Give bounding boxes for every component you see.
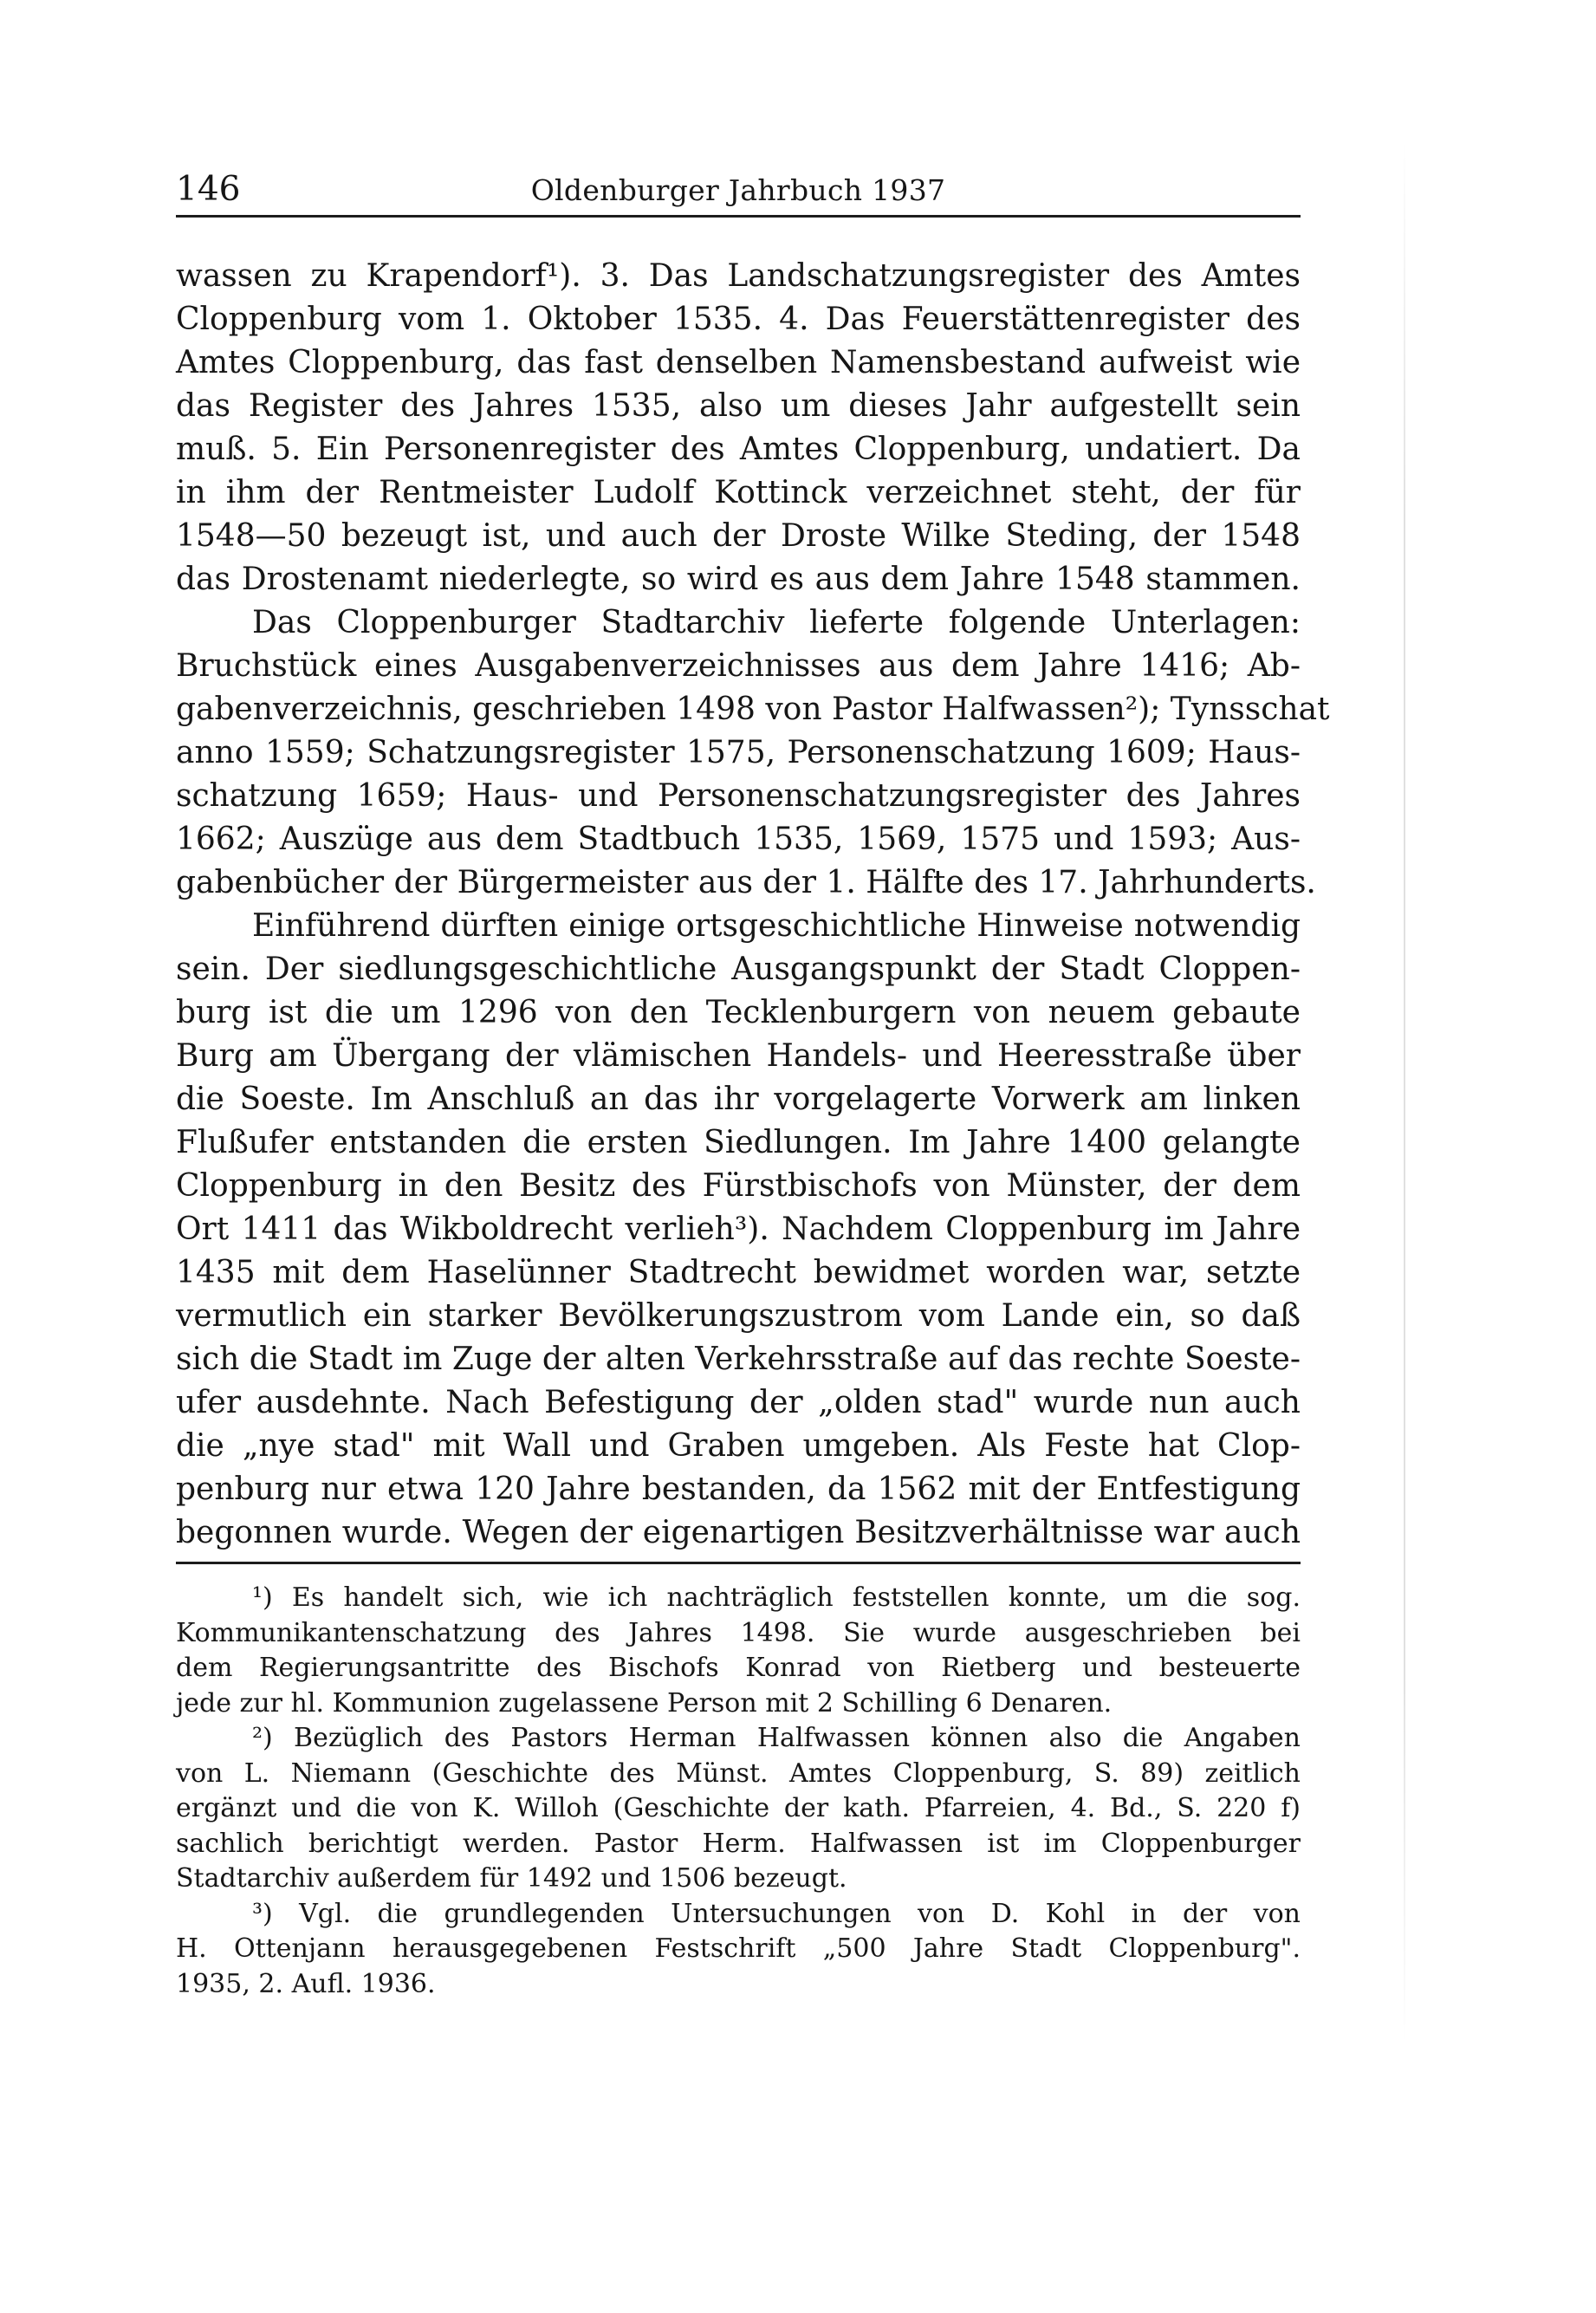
- page-edge-shadow: [1404, 139, 1405, 2045]
- body-line: 1435 mit dem Haselünner Stadtrecht bewidmet worden war, setzte: [176, 1255, 1301, 1290]
- body-line: Cloppenburg vom 1. Oktober 1535. 4. Das Feuerstättenregister des: [176, 302, 1301, 337]
- body-line: das Register des Jahres 1535, also um dieses Jahr aufgestellt sein: [176, 388, 1301, 424]
- paragraph-3: [176, 905, 1301, 1555]
- body-line: Burg am Übergang der vlämischen Handels- und Heeresstraße über: [176, 1038, 1301, 1074]
- footnote-line: ²) Bezüglich des Pastors Herman Halfwassen können also die Angaben: [252, 1723, 1301, 1753]
- body-line: 1662; Auszüge aus dem Stadtbuch 1535, 1569, 1575 und 1593; Aus-: [176, 822, 1301, 857]
- body-line: sein. Der siedlungsgeschichtliche Ausgangspunkt der Stadt Cloppen-: [176, 952, 1301, 987]
- body-line: in ihm der Rentmeister Ludolf Kottinck verzeichnet steht, der für: [176, 475, 1301, 510]
- body-line: Cloppenburg in den Besitz des Fürstbischofs von Münster, der dem: [176, 1168, 1301, 1204]
- footnote-1: [176, 1581, 1301, 1721]
- footnote-line: H. Ottenjann herausgegebenen Festschrift „500 Jahre Stadt Cloppenburg".: [176, 1933, 1301, 1964]
- running-head: Oldenburger Jahrbuch 1937: [530, 173, 946, 207]
- body-line: das Drostenamt niederlegte, so wird es aus dem Jahre 1548 stammen.: [176, 562, 1301, 597]
- page-number: 146: [176, 170, 241, 209]
- footnote-2: [176, 1721, 1301, 1897]
- footnotes: [176, 1581, 1301, 2002]
- footnote-line: ¹) Es handelt sich, wie ich nachträglich feststellen konnte, um die sog.: [252, 1582, 1301, 1613]
- body-line: gabenbücher der Bürgermeister aus der 1. Hälfte des 17. Jahrhunderts.: [176, 865, 1316, 900]
- body-line: sich die Stadt im Zuge der alten Verkehrsstraße auf das rechte Soeste-: [176, 1342, 1301, 1377]
- body-line: wassen zu Krapendorf¹). 3. Das Landschatzungsregister des Amtes: [176, 258, 1301, 294]
- body-line: Bruchstück eines Ausgabenverzeichnisses aus dem Jahre 1416; Ab-: [176, 648, 1301, 684]
- footnote-line: Kommunikantenschatzung des Jahres 1498. Sie wurde ausgeschrieben bei: [176, 1617, 1301, 1648]
- footnote-line: jede zur hl. Kommunion zugelassene Person mit 2 Schilling 6 Denaren.: [176, 1687, 1113, 1719]
- paragraph-1: [176, 255, 1301, 601]
- footnote-line: Stadtarchiv außerdem für 1492 und 1506 bezeugt.: [176, 1863, 847, 1894]
- body-line: vermutlich ein starker Bevölkerungszustrom vom Lande ein, so daß: [176, 1298, 1301, 1334]
- body-line: gabenverzeichnis, geschrieben 1498 von Pastor Halfwassen²); Tynsschat: [176, 692, 1330, 727]
- body-line: die Soeste. Im Anschluß an das ihr vorgelagerte Vorwerk am linken: [176, 1082, 1301, 1117]
- body-line: Flußufer entstanden die ersten Siedlungen. Im Jahre 1400 gelangte: [176, 1125, 1301, 1160]
- body-line: Einführend dürften einige ortsgeschichtliche Hinweise notwendig: [252, 908, 1301, 944]
- body-line: Das Cloppenburger Stadtarchiv lieferte folgende Unterlagen:: [252, 605, 1301, 640]
- footnote-line: dem Regierungsantritte des Bischofs Konrad von Rietberg und besteuerte: [176, 1653, 1301, 1683]
- body-line: schatzung 1659; Haus- und Personenschatzungsregister des Jahres: [176, 778, 1301, 814]
- body-line: Amtes Cloppenburg, das fast denselben Namensbestand aufweist wie: [176, 345, 1301, 380]
- body-line: anno 1559; Schatzungsregister 1575, Personenschatzung 1609; Haus-: [176, 735, 1301, 770]
- footnote-line: ergänzt und die von K. Willoh (Geschichte der kath. Pfarreien, 4. Bd., S. 220 f): [176, 1793, 1301, 1823]
- footnote-line: von L. Niemann (Geschichte des Münst. Amtes Cloppenburg, S. 89) zeitlich: [176, 1757, 1301, 1789]
- body-line: muß. 5. Ein Personenregister des Amtes Cloppenburg, undatiert. Da: [176, 432, 1301, 467]
- body-line: 1548—50 bezeugt ist, und auch der Droste Wilke Steding, der 1548: [176, 518, 1301, 554]
- body-line: begonnen wurde. Wegen der eigenartigen Besitzverhältnisse war auch: [176, 1515, 1301, 1550]
- body-line: Ort 1411 das Wikboldrecht verlieh³). Nachdem Cloppenburg im Jahre: [176, 1212, 1301, 1247]
- body-line: burg ist die um 1296 von den Tecklenburgern von neuem gebaute: [176, 995, 1301, 1030]
- body-line: die „nye stad" mit Wall und Graben umgeben. Als Feste hat Clop-: [176, 1428, 1301, 1464]
- body-line: ufer ausdehnte. Nach Befestigung der „olden stad" wurde nun auch: [176, 1385, 1301, 1420]
- body-text: [176, 255, 1330, 1555]
- footnote-line: sachlich berichtigt werden. Pastor Herm. Halfwassen ist im Cloppenburger: [176, 1828, 1301, 1859]
- body-line: penburg nur etwa 120 Jahre bestanden, da 1562 mit der Entfestigung: [176, 1472, 1301, 1507]
- paragraph-2: [176, 601, 1330, 905]
- footnote-line: 1935, 2. Aufl. 1936.: [176, 1968, 436, 1999]
- footnote-3: [176, 1897, 1301, 2003]
- footnote-line: ³) Vgl. die grundlegenden Untersuchungen von D. Kohl in der von: [252, 1898, 1301, 1929]
- page-header: [176, 166, 1301, 218]
- footnote-divider: [176, 1562, 1301, 1564]
